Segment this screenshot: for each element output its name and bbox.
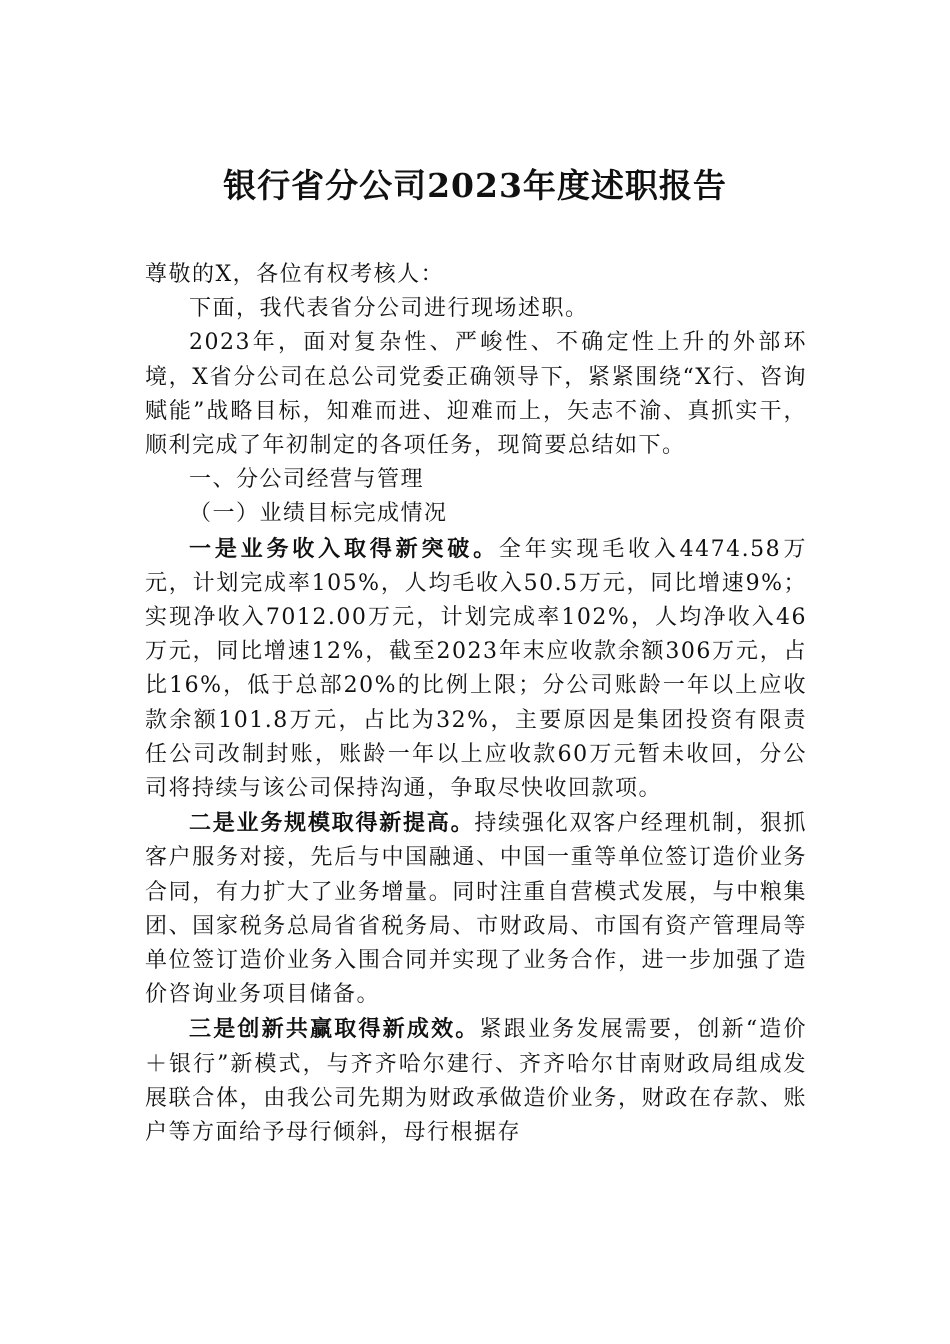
- point-paragraph-2: [145, 806, 807, 1012]
- document-title: 银行省分公司2023年度述职报告: [223, 166, 727, 205]
- point-lead-2: 二是业务规模取得新提高。: [189, 810, 475, 837]
- intro-paragraph: 下面，我代表省分公司进行现场述职。: [189, 296, 589, 322]
- section-heading: 一、分公司经营与管理: [189, 467, 425, 493]
- subsection-heading: （一）业绩目标完成情况: [189, 501, 448, 527]
- salutation: 尊敬的X，各位有权考核人：: [145, 262, 445, 287]
- point-text-1: 全年实现毛收入4474.58万元，计划完成率105%，人均毛收入50.5万元，同比增速9%；实现净收入7012.00万元，计划完成率102%，人均净收入46万元，同比增速12%，截至2023年末应收款余额306万元，占比16%，低于总部20%的比例上限；分公司账龄一年以上应收款余额101.8万元，占比为32%，主要原因是集团投资有限责任公司改制封账，账龄一年以上应收款60万元暂未收回，分公司将持续与该公司保持沟通，争取尽快收回款项。: [145, 536, 807, 802]
- point-paragraph-3: [145, 1012, 807, 1150]
- point-paragraph-1: [145, 532, 807, 807]
- point-text-3: 紧跟业务发展需要，创新“造价＋银行”新模式，与齐齐哈尔建行、齐齐哈尔甘南财政局组成发展联合体，由我公司先期为财政承做造价业务，财政在存款、账户等方面给予母行倾斜，母行根据存: [145, 1017, 807, 1146]
- point-lead-3: 三是创新共赢取得新成效。: [189, 1016, 480, 1043]
- document-body: [145, 258, 807, 1150]
- overview-paragraph: 2023年，面对复杂性、严峻性、不确定性上升的外部环境，X省分公司在总公司党委正确领导下，紧紧围绕“X行、咨询赋能”战略目标，知难而进、迎难而上，矢志不渝、真抓实干，顺利完成了年初制定的各项任务，现简要总结如下。: [145, 330, 807, 459]
- point-text-2: 持续强化双客户经理机制，狠抓客户服务对接，先后与中国融通、中国一重等单位签订造价业务合同，有力扩大了业务增量。同时注重自营模式发展，与中粮集团、国家税务总局省省税务局、市财政局、市国有资产管理局等单位签订造价业务入围合同并实现了业务合作，进一步加强了造价咨询业务项目储备。: [145, 811, 807, 1008]
- point-lead-1: 一是业务收入取得新突破。: [189, 535, 499, 562]
